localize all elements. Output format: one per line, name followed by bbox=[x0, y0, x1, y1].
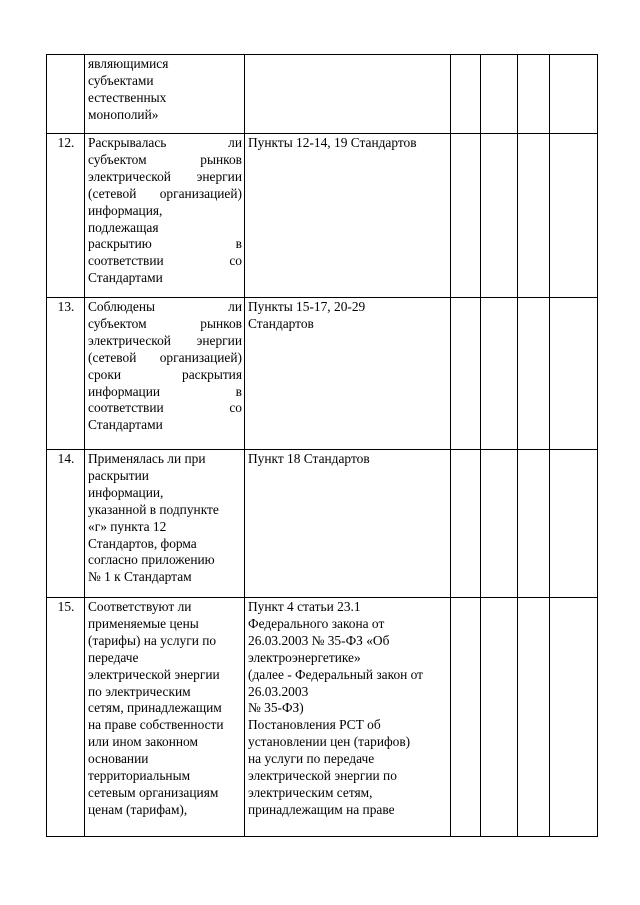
question-line: на праве собственности bbox=[88, 717, 224, 733]
question-line: Соблюдены ли bbox=[88, 299, 242, 314]
question-line: «г» пункта 12 bbox=[88, 518, 167, 534]
question-line: Стандартов, форма bbox=[88, 535, 197, 551]
notes-cell[interactable] bbox=[550, 598, 598, 837]
question-line: информации, bbox=[88, 484, 164, 500]
answer-no-cell[interactable] bbox=[481, 134, 518, 298]
question-line: информации в bbox=[88, 383, 242, 399]
question-line: субъектом рынков bbox=[88, 151, 242, 167]
notes-cell[interactable] bbox=[550, 450, 598, 598]
reference-line: на услуги по передаче bbox=[248, 751, 375, 767]
table-row bbox=[47, 450, 598, 598]
reference-line: электроэнергетике» bbox=[248, 649, 361, 665]
reference-cell bbox=[245, 134, 451, 298]
reference-line: Пункты 15-17, 20-29 bbox=[248, 299, 366, 314]
question-line: электрической энергии bbox=[88, 666, 220, 682]
question-cell bbox=[85, 134, 245, 298]
question-line: субъектом рынков bbox=[88, 315, 242, 331]
question-line: раскрытии bbox=[88, 467, 149, 483]
question-line: сетевым организациям bbox=[88, 784, 219, 800]
answer-yes-cell[interactable] bbox=[451, 298, 481, 450]
question-line: по электрическим bbox=[88, 683, 191, 699]
question-line: Стандартами bbox=[88, 270, 163, 286]
question-line: сетям, принадлежащим bbox=[88, 700, 222, 716]
answer-no-cell[interactable] bbox=[481, 55, 518, 134]
reference-line: 26.03.2003 bbox=[248, 683, 309, 699]
question-line: естественных bbox=[88, 89, 167, 105]
question-line: ценам (тарифам), bbox=[88, 801, 188, 817]
answer-na-cell[interactable] bbox=[518, 55, 550, 134]
answer-yes-cell[interactable] bbox=[451, 450, 481, 598]
reference-line: Пункты 12-14, 19 Стандартов bbox=[248, 135, 417, 150]
notes-cell[interactable] bbox=[550, 55, 598, 134]
table-row bbox=[47, 134, 598, 298]
question-line: электрической энергии bbox=[88, 168, 242, 184]
question-line: согласно приложению bbox=[88, 552, 215, 568]
reference-line: 26.03.2003 № 35-ФЗ «Об bbox=[248, 632, 390, 648]
reference-cell bbox=[245, 450, 451, 598]
question-cell bbox=[85, 598, 245, 837]
reference-line: электрической энергии по bbox=[248, 768, 397, 784]
question-line: соответствии со bbox=[88, 253, 242, 269]
answer-yes-cell[interactable] bbox=[451, 598, 481, 837]
reference-line: электрическим сетям, bbox=[248, 784, 373, 800]
question-line: Соответствуют ли bbox=[88, 599, 192, 614]
question-line: основании bbox=[88, 751, 149, 767]
question-line: раскрытию в bbox=[88, 236, 242, 252]
question-line: № 1 к Стандартам bbox=[88, 569, 192, 585]
question-line: субъектами bbox=[88, 72, 154, 88]
question-line: Применялась ли при bbox=[88, 451, 206, 466]
row-number: 15. bbox=[47, 598, 85, 837]
reference-line: Федерального закона от bbox=[248, 615, 385, 631]
answer-yes-cell[interactable] bbox=[451, 55, 481, 134]
question-line: (тарифы) на услуги по bbox=[88, 632, 217, 648]
reference-cell bbox=[245, 598, 451, 837]
table-row bbox=[47, 598, 598, 837]
table-row bbox=[47, 55, 598, 134]
reference-cell bbox=[245, 55, 451, 134]
question-line: применяемые цены bbox=[88, 615, 199, 631]
reference-line: принадлежащим на праве bbox=[248, 801, 395, 817]
answer-no-cell[interactable] bbox=[481, 598, 518, 837]
answer-no-cell[interactable] bbox=[481, 298, 518, 450]
question-line: информация, bbox=[88, 202, 163, 218]
row-number: 13. bbox=[47, 298, 85, 450]
reference-line: установлении цен (тарифов) bbox=[248, 734, 411, 750]
row-number: 14. bbox=[47, 450, 85, 598]
question-cell bbox=[85, 55, 245, 134]
notes-cell[interactable] bbox=[550, 298, 598, 450]
question-line: Раскрывалась ли bbox=[88, 135, 242, 150]
reference-line: Постановления РСТ об bbox=[248, 717, 381, 733]
question-line: Стандартами bbox=[88, 417, 163, 433]
question-line: (сетевой организацией) bbox=[88, 185, 242, 201]
question-line: монополий» bbox=[88, 106, 159, 122]
answer-na-cell[interactable] bbox=[518, 598, 550, 837]
question-cell bbox=[85, 298, 245, 450]
answer-na-cell[interactable] bbox=[518, 298, 550, 450]
reference-line: Пункт 4 статьи 23.1 bbox=[248, 599, 361, 614]
checklist-table bbox=[46, 54, 598, 837]
row-number: 12. bbox=[47, 134, 85, 298]
question-line: сроки раскрытия bbox=[88, 366, 242, 382]
question-line: указанной в подпункте bbox=[88, 501, 219, 517]
answer-na-cell[interactable] bbox=[518, 450, 550, 598]
question-line: передаче bbox=[88, 649, 139, 665]
answer-na-cell[interactable] bbox=[518, 134, 550, 298]
question-line: или ином законном bbox=[88, 734, 198, 750]
notes-cell[interactable] bbox=[550, 134, 598, 298]
reference-line: Пункт 18 Стандартов bbox=[248, 451, 370, 466]
question-line: (сетевой организацией) bbox=[88, 349, 242, 365]
question-line: территориальным bbox=[88, 768, 191, 784]
answer-no-cell[interactable] bbox=[481, 450, 518, 598]
question-line: электрической энергии bbox=[88, 332, 242, 348]
reference-line: Стандартов bbox=[248, 315, 314, 331]
row-number bbox=[47, 55, 85, 134]
question-cell bbox=[85, 450, 245, 598]
answer-yes-cell[interactable] bbox=[451, 134, 481, 298]
reference-cell bbox=[245, 298, 451, 450]
question-line: являющимися bbox=[88, 56, 169, 71]
reference-line: № 35-ФЗ) bbox=[248, 700, 304, 716]
question-line: подлежащая bbox=[88, 219, 159, 235]
reference-line: (далее - Федеральный закон от bbox=[248, 666, 424, 682]
table-row bbox=[47, 298, 598, 450]
question-line: соответствии со bbox=[88, 400, 242, 416]
